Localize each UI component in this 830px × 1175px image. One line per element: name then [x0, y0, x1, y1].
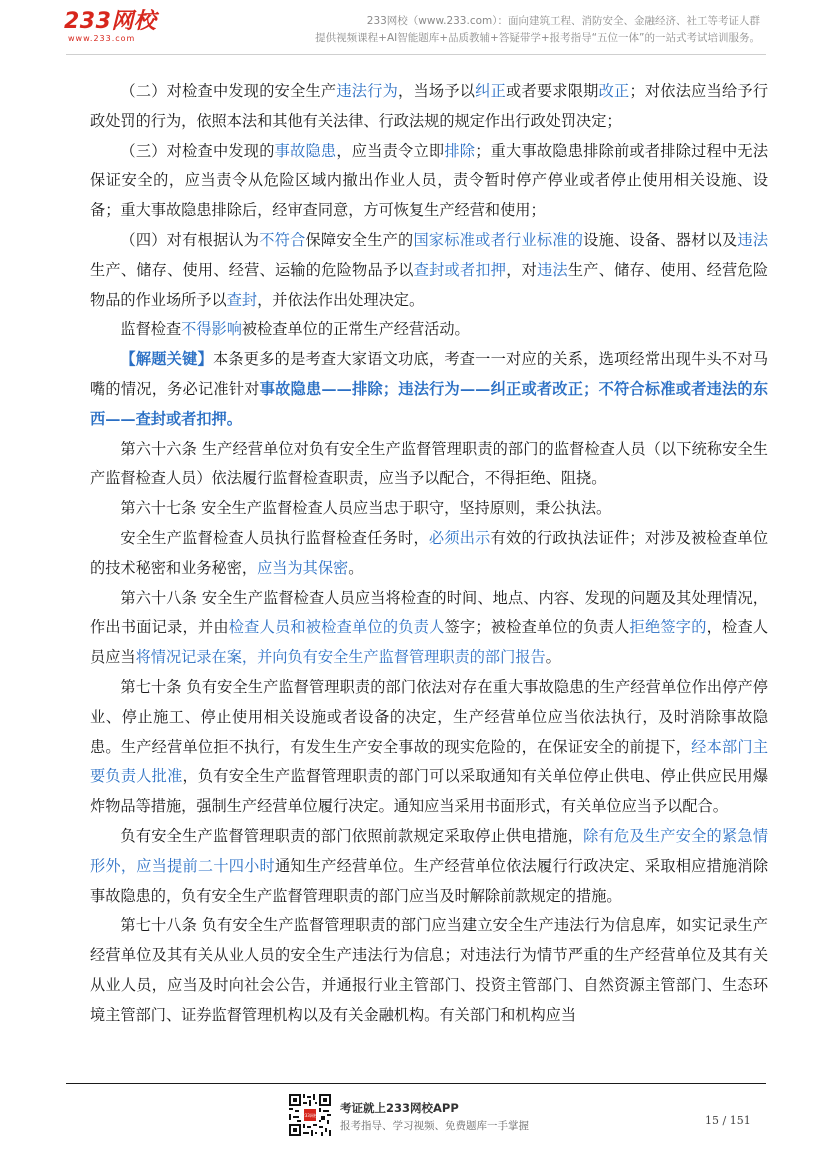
text-segment: ，对 [506, 260, 538, 279]
highlighted-text: 国家标准或者行业标准的 [413, 230, 584, 249]
paragraph [90, 435, 768, 495]
text-segment: 签字；被检查单位的负责人 [444, 618, 630, 637]
text-segment: 第六十六条 生产经营单位对负有安全生产监督管理职责的部门的监督检查人员（以下统称安全生产监督检查人员）依法履行监督检查职责，应当予以配合，不得拒绝、阻挠。 [90, 439, 768, 488]
footer-promo [340, 1099, 529, 1135]
text-segment: ，当场予以 [398, 82, 476, 100]
highlighted-text: 将情况记录在案，并向负有安全生产监督管理职责的部门报告 [135, 648, 546, 667]
qr-badge-text: 233网校 [302, 1113, 318, 1118]
paragraph [90, 673, 768, 822]
paragraph [90, 911, 768, 1030]
header-description [315, 13, 760, 47]
qr-code-icon[interactable] [288, 1093, 332, 1137]
text-segment: 安全生产监督检查人员执行监督检查任务时， [120, 528, 429, 547]
paragraph [90, 524, 768, 584]
text-segment: 第七十条 负有安全生产监督管理职责的部门依法对存在重大事故隐患的生产经营单位作出停产停业、停止施工、停止使用相关设施或者设备的决定，生产经营单位应当依法执行，及时消除事故隐患。生产经营单位拒不执行，有发生生产安全事故的现实危险的，在保证安全的前提下， [90, 677, 768, 756]
text-segment: 负有安全生产监督管理职责的部门依照前款规定采取停止供电措施， [120, 826, 584, 845]
highlighted-text: 【解题关键】 [120, 350, 213, 369]
footer-divider [66, 1083, 766, 1084]
highlighted-text: 经本部门主要负责人批准 [90, 737, 769, 786]
page-number: 15 / 151 [705, 1114, 751, 1127]
text-segment: 。 [545, 648, 561, 667]
paragraph [90, 77, 768, 137]
paragraph [90, 226, 768, 315]
highlighted-text: 事故隐患——排除；违法行为——纠正或者改正；不符合标准或者违法的东西——查封或者扣押。 [90, 379, 769, 428]
text-segment: 生产、储存、使用、经营、运输的危险物品予以 [90, 260, 414, 279]
paragraph [90, 584, 768, 673]
highlighted-text: 改正 [598, 82, 630, 100]
highlighted-text: 查封 [226, 290, 258, 309]
text-segment: ；对依法应当给予行政处罚的行为，依照本法和其他有关法律、行政法规的规定作出行政处罚决定； [90, 82, 769, 130]
page-header [0, 0, 830, 50]
header-divider [66, 54, 766, 55]
footer-subtitle: 报考指导、学习视频、免费题库一手掌握 [340, 1120, 529, 1132]
logo-text: 233网校 [64, 9, 157, 34]
highlighted-text: 拒绝签字的 [629, 618, 707, 637]
highlighted-text: 违法行为 [336, 82, 399, 100]
text-segment: ，检查人员应当 [90, 618, 769, 667]
paragraph [90, 315, 768, 345]
highlighted-text: 必须出示 [428, 528, 491, 547]
text-segment: 或者要求限期 [506, 82, 599, 100]
text-segment: 保障安全生产的 [305, 230, 414, 249]
highlighted-text: 事故隐患 [274, 141, 337, 160]
highlighted-text: 除有危及生产安全的紧急情形外，应当提前二十四小时 [90, 826, 769, 875]
highlighted-text: 应当为其保密 [257, 558, 349, 577]
highlighted-text: 违法 [737, 230, 769, 249]
text-segment: （二）对检查中发现的安全生产 [120, 82, 337, 100]
text-segment: 设施、设备、器材以及 [583, 230, 738, 249]
text-segment: ，应当责令立即 [336, 141, 445, 160]
text-segment: （四）对有根据认为 [120, 230, 260, 249]
highlighted-text: 纠正 [475, 82, 507, 100]
header-line-2: 提供视频课程+AI智能题库+品质教辅+答疑带学+报考指导“五位一体”的一站式考试培训服务。 [315, 32, 760, 44]
highlighted-text: 检查人员和被检查单位的负责人 [228, 618, 445, 637]
highlighted-text: 排除 [444, 141, 476, 160]
logo-url: www.233.com [68, 34, 136, 43]
text-segment: 本条更多的是考查大家语文功底，考查一一对应的关系，选项经常出现牛头不对马嘴的情况，务必记准针对 [90, 350, 769, 398]
text-segment: 。 [348, 558, 364, 577]
paragraph [90, 494, 768, 524]
text-segment: 通知生产经营单位。生产经营单位依法履行行政决定、采取相应措施消除事故隐患的，负有安全生产监督管理职责的部门应当及时解除前款规定的措施。 [90, 856, 769, 905]
brand-logo[interactable] [64, 10, 156, 43]
highlighted-text: 查封或者扣押 [413, 260, 507, 279]
text-segment: 第六十七条 安全生产监督检查人员应当忠于职守，坚持原则，秉公执法。 [120, 499, 612, 518]
paragraph [90, 137, 768, 226]
text-segment: ，负有安全生产监督管理职责的部门可以采取通知有关单位停止供电、停止供应民用爆炸物品等措施，强制生产经营单位履行决定。通知应当采用书面形式，有关单位应当予以配合。 [90, 767, 769, 816]
highlighted-text: 违法 [537, 260, 568, 279]
highlighted-text: 不得影响 [181, 320, 242, 339]
text-segment: 有效的行政执法证件；对涉及被检查单位的技术秘密和业务秘密， [90, 528, 769, 577]
text-segment: 第七十八条 负有安全生产监督管理职责的部门应当建立安全生产违法行为信息库，如实记录生产经营单位及其有关从业人员的安全生产违法行为信息；对违法行为情节严重的生产经营单位及其有关从业人员，应当及时向社会公告，并通报行业主管部门、投资主管部门、自然资源主管部门、生态环境主管部门、证券监督管理机构以及有关金融机构。有关部门和机构应当 [90, 916, 768, 1024]
text-segment: 生产、储存、使用、经营危险物品的作业场所予以 [90, 260, 769, 309]
header-line-1: 233网校（www.233.com）：面向建筑工程、消防安全、金融经济、社工等考证人群 [366, 15, 760, 27]
paragraph [90, 822, 768, 911]
text-segment: ，并依法作出处理决定。 [257, 290, 425, 309]
text-segment: （三）对检查中发现的 [120, 141, 275, 160]
highlighted-text: 不符合 [259, 230, 306, 249]
document-body [90, 77, 768, 1031]
text-segment: 监督检查 [120, 320, 182, 339]
text-segment: ；重大事故隐患排除前或者排除过程中无法保证安全的，应当责令从危险区域内撤出作业人员，责令暂时停产停业或者停止使用相关设施、设备；重大事故隐患排除后，经审查同意，方可恢复生产经营和使用； [90, 141, 769, 220]
text-segment: 第六十八条 安全生产监督检查人员应当将检查的时间、地点、内容、发现的问题及其处理情况，作出书面记录，并由 [90, 588, 768, 637]
paragraph [90, 345, 768, 434]
footer-title: 考证就上233网校APP [340, 1101, 459, 1115]
text-segment: 被检查单位的正常生产经营活动。 [241, 320, 470, 339]
